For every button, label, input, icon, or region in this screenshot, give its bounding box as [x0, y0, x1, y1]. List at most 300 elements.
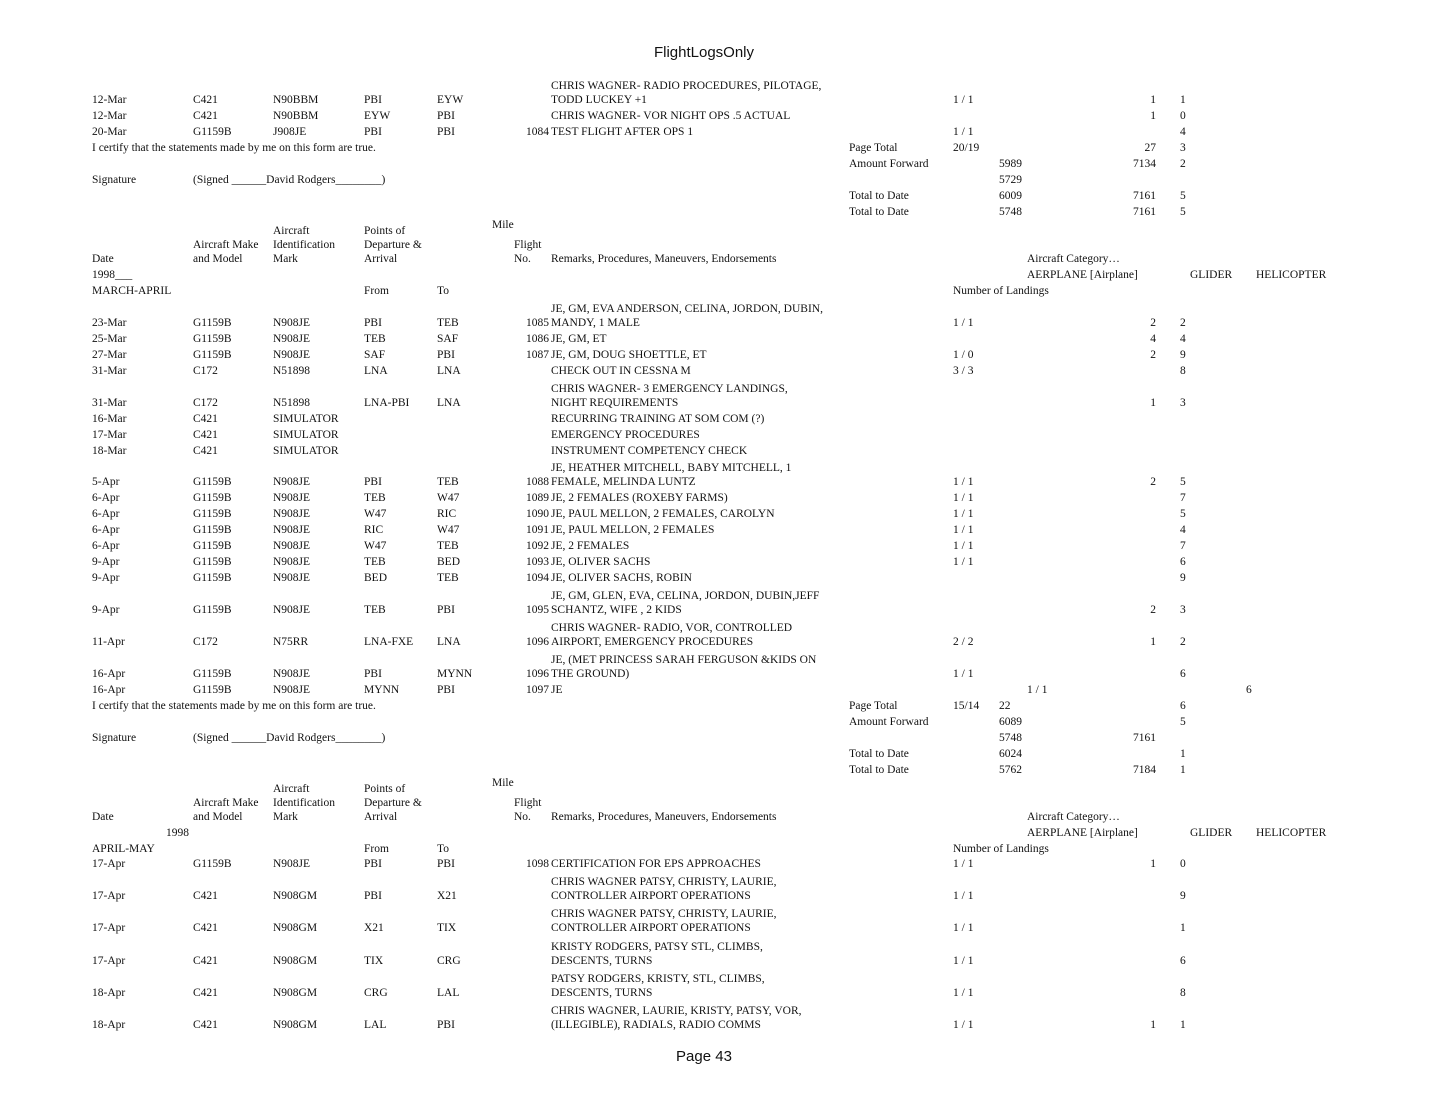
- row-date: 16-Mar: [92, 413, 127, 425]
- row-remarks: TEST FLIGHT AFTER OPS 1: [551, 126, 694, 138]
- row-remarks: JE, 2 FEMALES (ROXEBY FARMS): [551, 492, 728, 504]
- row-aircraft-model: C172: [193, 365, 218, 377]
- row-aircraft-ident: N908JE: [273, 668, 311, 680]
- row-aircraft-model: C421: [193, 987, 218, 999]
- column-header-category: Aircraft Category…: [1027, 253, 1120, 265]
- row-date: 17-Apr: [92, 922, 126, 934]
- row-remarks-line1: CHRIS WAGNER PATSY, CHRISTY, LAURIE,: [551, 876, 777, 888]
- totals-value-c: 5: [1180, 190, 1186, 202]
- row-from: PBI: [364, 476, 382, 488]
- row-aircraft-ident: SIMULATOR: [273, 429, 339, 441]
- row-count-b: 4: [1180, 524, 1186, 536]
- row-count-b: 1: [1180, 1019, 1186, 1031]
- row-remarks: CONTROLLER AIRPORT OPERATIONS: [551, 890, 751, 902]
- row-count-b: 5: [1180, 508, 1186, 520]
- row-landings: 1 / 1: [953, 317, 974, 329]
- column-header-remarks: Remarks, Procedures, Maneuvers, Endorsements: [551, 253, 777, 265]
- column-header-flight: Flight: [514, 239, 542, 251]
- row-flight-no: 1085: [526, 317, 549, 329]
- row-flight-no: 1091: [526, 524, 549, 536]
- row-remarks-line1: CHRIS WAGNER, LAURIE, KRISTY, PATSY, VOR,: [551, 1005, 802, 1017]
- row-count-a: 1: [1150, 1019, 1156, 1031]
- row-date: 27-Mar: [92, 349, 127, 361]
- column-header-departure: Departure &: [364, 239, 422, 251]
- column-header-make: Aircraft Make: [193, 797, 259, 809]
- row-remarks: (ILLEGIBLE), RADIALS, RADIO COMMS: [551, 1019, 761, 1031]
- row-aircraft-model: C421: [193, 445, 218, 457]
- row-aircraft-ident: N90BBM: [273, 94, 319, 106]
- row-from: BED: [364, 572, 387, 584]
- row-to: PBI: [437, 684, 455, 696]
- row-count-a: 4: [1150, 333, 1156, 345]
- row-aircraft-ident: N908JE: [273, 317, 311, 329]
- row-to: LNA: [437, 365, 461, 377]
- row-aircraft-model: G1159B: [193, 317, 232, 329]
- column-header-identification: Identification: [273, 239, 335, 251]
- row-count-a: 2: [1150, 317, 1156, 329]
- column-header-model: and Model: [193, 253, 243, 265]
- totals-value-a: 6089: [999, 716, 1022, 728]
- row-remarks-line1: CHRIS WAGNER- 3 EMERGENCY LANDINGS,: [551, 383, 788, 395]
- row-date: 6-Apr: [92, 492, 120, 504]
- row-aircraft-model: G1159B: [193, 540, 232, 552]
- row-remarks: TODD LUCKEY +1: [551, 94, 647, 106]
- row-flight-no: 1089: [526, 492, 549, 504]
- row-count-b: 5: [1180, 476, 1186, 488]
- row-aircraft-ident: N51898: [273, 397, 311, 409]
- row-from: EYW: [364, 110, 391, 122]
- row-aircraft-model: G1159B: [193, 604, 232, 616]
- row-landings: 1 / 1: [953, 524, 974, 536]
- row-from: W47: [364, 508, 387, 520]
- row-landings: 3 / 3: [953, 365, 974, 377]
- row-count-b: 2: [1180, 636, 1186, 648]
- row-count-b: 0: [1180, 858, 1186, 870]
- row-date: 23-Mar: [92, 317, 127, 329]
- row-from: PBI: [364, 317, 382, 329]
- row-count-b: 9: [1180, 349, 1186, 361]
- row-date: 18-Apr: [92, 987, 126, 999]
- row-from: PBI: [364, 858, 382, 870]
- row-date: 16-Apr: [92, 684, 126, 696]
- row-aircraft-ident: N908GM: [273, 955, 318, 967]
- row-remarks-line1: CHRIS WAGNER- RADIO, VOR, CONTROLLED: [551, 622, 793, 634]
- row-to: TEB: [437, 476, 459, 488]
- row-remarks: JE, OLIVER SACHS: [551, 556, 651, 568]
- row-date: 12-Mar: [92, 94, 127, 106]
- row-count-a: 2: [1150, 349, 1156, 361]
- row-from: RIC: [364, 524, 384, 536]
- row-remarks: CERTIFICATION FOR EPS APPROACHES: [551, 858, 761, 870]
- row-to: PBI: [437, 1019, 455, 1031]
- row-aircraft-model: G1159B: [193, 556, 232, 568]
- column-header-model: and Model: [193, 811, 243, 823]
- row-aircraft-ident: SIMULATOR: [273, 445, 339, 457]
- row-remarks: DESCENTS, TURNS: [551, 987, 653, 999]
- row-aircraft-ident: N90BBM: [273, 110, 319, 122]
- row-date: 12-Mar: [92, 110, 127, 122]
- totals-label: Total to Date: [849, 748, 909, 760]
- row-remarks: MANDY, 1 MALE: [551, 317, 640, 329]
- signature-label: Signature: [92, 732, 137, 744]
- column-header-flight-no: No.: [514, 811, 531, 823]
- row-landings: 1 / 1: [953, 890, 974, 902]
- row-aircraft-ident: N908JE: [273, 556, 311, 568]
- row-count-a: 2: [1150, 604, 1156, 616]
- row-to: X21: [437, 890, 457, 902]
- column-header-points: Points of: [364, 225, 406, 237]
- totals-label: Total to Date: [849, 764, 909, 776]
- row-from: TEB: [364, 604, 386, 616]
- row-aircraft-model: C421: [193, 429, 218, 441]
- row-count-b: 4: [1180, 126, 1186, 138]
- row-date: 17-Apr: [92, 858, 126, 870]
- row-to: TEB: [437, 317, 459, 329]
- row-flight-no: 1090: [526, 508, 549, 520]
- row-count-b: 6: [1180, 556, 1186, 568]
- row-date: 17-Mar: [92, 429, 127, 441]
- row-flight-no: 1084: [526, 126, 549, 138]
- totals-value-c: 6: [1180, 700, 1186, 712]
- row-landings: 1 / 1: [953, 540, 974, 552]
- row-landings: 1 / 1: [1027, 684, 1048, 696]
- row-landings: 1 / 1: [953, 492, 974, 504]
- row-from: TEB: [364, 492, 386, 504]
- row-remarks-line1: CHRIS WAGNER PATSY, CHRISTY, LAURIE,: [551, 908, 777, 920]
- row-flight-no: 1094: [526, 572, 549, 584]
- row-flight-no: 1098: [526, 858, 549, 870]
- row-to: TEB: [437, 572, 459, 584]
- certify-statement: I certify that the statements made by me on this form are true.: [92, 700, 376, 712]
- row-count-b: 9: [1180, 572, 1186, 584]
- row-date: 6-Apr: [92, 540, 120, 552]
- row-date: 17-Apr: [92, 955, 126, 967]
- row-flight-no: 1095: [526, 604, 549, 616]
- column-header-aerplane: AERPLANE [Airplane]: [1027, 269, 1138, 281]
- column-header-remarks: Remarks, Procedures, Maneuvers, Endorsements: [551, 811, 777, 823]
- row-date: 25-Mar: [92, 333, 127, 345]
- row-aircraft-ident: N908GM: [273, 890, 318, 902]
- row-flight-no: 1087: [526, 349, 549, 361]
- row-landings: 1 / 1: [953, 668, 974, 680]
- row-to: PBI: [437, 604, 455, 616]
- row-to: PBI: [437, 349, 455, 361]
- row-landings: 1 / 1: [953, 987, 974, 999]
- row-aircraft-model: C421: [193, 922, 218, 934]
- totals-label: Amount Forward: [849, 158, 929, 170]
- page-number: Page 43: [676, 1048, 732, 1065]
- row-from: PBI: [364, 668, 382, 680]
- totals-value-b: 27: [1144, 142, 1156, 154]
- page-title: FlightLogsOnly: [653, 44, 755, 61]
- row-landings: 1 / 1: [953, 508, 974, 520]
- column-header-arrival: Arrival: [364, 811, 398, 823]
- row-aircraft-model: G1159B: [193, 492, 232, 504]
- row-aircraft-model: C172: [193, 636, 218, 648]
- row-aircraft-ident: N908JE: [273, 684, 311, 696]
- row-aircraft-model: C421: [193, 890, 218, 902]
- row-remarks-line1: JE, GM, GLEN, EVA, CELINA, JORDON, DUBIN,JEFF: [551, 590, 820, 602]
- row-count-b: 6: [1180, 955, 1186, 967]
- row-remarks: CHECK OUT IN CESSNA M: [551, 365, 691, 377]
- column-header-aerplane: AERPLANE [Airplane]: [1027, 827, 1138, 839]
- row-aircraft-ident: N908JE: [273, 349, 311, 361]
- row-date: 9-Apr: [92, 556, 120, 568]
- row-aircraft-model: C421: [193, 110, 218, 122]
- column-header-from: From: [364, 285, 389, 297]
- row-to: TEB: [437, 540, 459, 552]
- row-count-b: 6: [1180, 668, 1186, 680]
- row-landings: 1 / 1: [953, 922, 974, 934]
- row-from: MYNN: [364, 684, 400, 696]
- column-header-helicopter: HELICOPTER: [1256, 827, 1327, 839]
- row-remarks: JE, GM, ET: [551, 333, 607, 345]
- row-count-b: 1: [1180, 94, 1186, 106]
- row-from: SAF: [364, 349, 386, 361]
- row-aircraft-ident: N908JE: [273, 333, 311, 345]
- period-year: 1998___: [92, 269, 133, 281]
- totals-landings: 15/14: [953, 700, 980, 712]
- row-aircraft-ident: N908JE: [273, 858, 311, 870]
- totals-value-b: 7161: [1133, 206, 1156, 218]
- row-aircraft-ident: N908JE: [273, 572, 311, 584]
- row-aircraft-model: G1159B: [193, 126, 232, 138]
- row-remarks: RECURRING TRAINING AT SOM COM (?): [551, 413, 765, 425]
- column-header-departure: Departure &: [364, 797, 422, 809]
- column-header-to: To: [437, 843, 449, 855]
- row-aircraft-ident: N51898: [273, 365, 311, 377]
- row-landings: 1 / 1: [953, 94, 974, 106]
- totals-value-a: 5762: [999, 764, 1022, 776]
- row-landings: 1 / 1: [953, 955, 974, 967]
- certify-statement: I certify that the statements made by me on this form are true.: [92, 142, 376, 154]
- row-from: TIX: [364, 955, 384, 967]
- totals-value-c: 1: [1180, 764, 1186, 776]
- column-header-category: Aircraft Category…: [1027, 811, 1120, 823]
- row-aircraft-ident: N908JE: [273, 604, 311, 616]
- column-header-make: Aircraft Make: [193, 239, 259, 251]
- row-to: SAF: [437, 333, 459, 345]
- row-flight-no: 1097: [526, 684, 549, 696]
- row-from: PBI: [364, 94, 382, 106]
- row-aircraft-ident: N908JE: [273, 524, 311, 536]
- column-header-mark: Mark: [273, 811, 298, 823]
- row-date: 11-Apr: [92, 636, 125, 648]
- row-remarks-line1: JE, GM, EVA ANDERSON, CELINA, JORDON, DUBIN,: [551, 303, 823, 315]
- row-aircraft-ident: SIMULATOR: [273, 413, 339, 425]
- row-date: 16-Apr: [92, 668, 126, 680]
- row-count-b: 3: [1180, 604, 1186, 616]
- row-aircraft-model: C421: [193, 94, 218, 106]
- totals-value-a: 5748: [999, 206, 1022, 218]
- row-from: TEB: [364, 333, 386, 345]
- column-header-flight: Flight: [514, 797, 542, 809]
- totals-value-b: 7184: [1133, 764, 1156, 776]
- row-count-b: 7: [1180, 540, 1186, 552]
- row-date: 5-Apr: [92, 476, 120, 488]
- row-landings: 1 / 1: [953, 556, 974, 568]
- totals-value-c: 2: [1180, 158, 1186, 170]
- row-date: 31-Mar: [92, 397, 127, 409]
- row-remarks: JE: [551, 684, 563, 696]
- row-aircraft-ident: N908GM: [273, 987, 318, 999]
- row-remarks: CHRIS WAGNER- VOR NIGHT OPS .5 ACTUAL: [551, 110, 791, 122]
- row-to: BED: [437, 556, 460, 568]
- row-from: CRG: [364, 987, 388, 999]
- row-landings: 1 / 0: [953, 349, 974, 361]
- row-to: PBI: [437, 858, 455, 870]
- totals-value-c: 1: [1180, 748, 1186, 760]
- row-to: W47: [437, 524, 460, 536]
- row-flight-no: 1096: [526, 636, 549, 648]
- period-year: 1998: [166, 827, 189, 839]
- row-date: 9-Apr: [92, 604, 120, 616]
- row-date: 18-Apr: [92, 1019, 126, 1031]
- totals-value-b: 7161: [1133, 190, 1156, 202]
- row-date: 31-Mar: [92, 365, 127, 377]
- totals-value-a: 5989: [999, 158, 1022, 170]
- row-from: X21: [364, 922, 384, 934]
- row-to: MYNN: [437, 668, 473, 680]
- totals-label: Total to Date: [849, 206, 909, 218]
- column-header-mile: Mile: [492, 219, 514, 231]
- row-remarks: THE GROUND): [551, 668, 630, 680]
- row-aircraft-ident: N75RR: [273, 636, 309, 648]
- row-from: W47: [364, 540, 387, 552]
- row-aircraft-model: G1159B: [193, 476, 232, 488]
- row-remarks-line1: CHRIS WAGNER- RADIO PROCEDURES, PILOTAGE,: [551, 80, 822, 92]
- row-flight-no: 1096: [526, 668, 549, 680]
- totals-value-c: 5: [1180, 206, 1186, 218]
- totals-value-a: 6024: [999, 748, 1022, 760]
- row-from: LNA-PBI: [364, 397, 410, 409]
- row-aircraft-model: G1159B: [193, 858, 232, 870]
- totals-label: Page Total: [849, 700, 898, 712]
- row-remarks: JE, 2 FEMALES: [551, 540, 630, 552]
- row-flight-no: 1086: [526, 333, 549, 345]
- row-remarks: INSTRUMENT COMPETENCY CHECK: [551, 445, 748, 457]
- column-header-aircraft: Aircraft: [273, 225, 310, 237]
- row-landings: 1 / 1: [953, 1019, 974, 1031]
- row-remarks: JE, OLIVER SACHS, ROBIN: [551, 572, 692, 584]
- row-from: LNA-FXE: [364, 636, 414, 648]
- signature-value: (Signed ______David Rodgers________): [193, 174, 386, 186]
- row-date: 6-Apr: [92, 524, 120, 536]
- row-remarks: EMERGENCY PROCEDURES: [551, 429, 700, 441]
- row-remarks: JE, GM, DOUG SHOETTLE, ET: [551, 349, 707, 361]
- totals-value-a: 6009: [999, 190, 1022, 202]
- row-from: TEB: [364, 556, 386, 568]
- totals-value-c: 5: [1180, 716, 1186, 728]
- row-count-b: 9: [1180, 890, 1186, 902]
- totals-value-a: 22: [999, 700, 1011, 712]
- row-count-b: 6: [1246, 684, 1252, 696]
- row-date: 17-Apr: [92, 890, 126, 902]
- row-date: 20-Mar: [92, 126, 127, 138]
- row-remarks: NIGHT REQUIREMENTS: [551, 397, 679, 409]
- row-count-b: 8: [1180, 365, 1186, 377]
- row-count-b: 4: [1180, 333, 1186, 345]
- row-count-a: 2: [1150, 476, 1156, 488]
- column-header-helicopter: HELICOPTER: [1256, 269, 1327, 281]
- row-from: PBI: [364, 890, 382, 902]
- row-landings: 1 / 1: [953, 476, 974, 488]
- row-aircraft-ident: J908JE: [273, 126, 307, 138]
- column-header-aircraft: Aircraft: [273, 783, 310, 795]
- column-header-date: Date: [92, 811, 114, 823]
- row-count-b: 1: [1180, 922, 1186, 934]
- row-date: 6-Apr: [92, 508, 120, 520]
- row-aircraft-model: G1159B: [193, 349, 232, 361]
- column-header-from: From: [364, 843, 389, 855]
- row-aircraft-model: G1159B: [193, 333, 232, 345]
- totals-landings: 20/19: [953, 142, 980, 154]
- row-remarks: JE, PAUL MELLON, 2 FEMALES, CAROLYN: [551, 508, 775, 520]
- column-header-landings: Number of Landings: [953, 843, 1049, 855]
- totals-label: Page Total: [849, 142, 898, 154]
- column-header-mark: Mark: [273, 253, 298, 265]
- column-header-landings: Number of Landings: [953, 285, 1049, 297]
- column-header-mile: Mile: [492, 777, 514, 789]
- row-count-b: 2: [1180, 317, 1186, 329]
- row-aircraft-ident: N908GM: [273, 922, 318, 934]
- row-remarks-line1: JE, HEATHER MITCHELL, BABY MITCHELL, 1: [551, 462, 792, 474]
- row-from: PBI: [364, 126, 382, 138]
- row-remarks: JE, PAUL MELLON, 2 FEMALES: [551, 524, 715, 536]
- row-aircraft-ident: N908JE: [273, 476, 311, 488]
- row-landings: 2 / 2: [953, 636, 974, 648]
- column-header-to: To: [437, 285, 449, 297]
- row-to: LAL: [437, 987, 460, 999]
- row-to: TIX: [437, 922, 457, 934]
- row-date: 18-Mar: [92, 445, 127, 457]
- row-count-b: 0: [1180, 110, 1186, 122]
- row-remarks-line1: PATSY RODGERS, KRISTY, STL, CLIMBS,: [551, 973, 765, 985]
- row-remarks-line1: KRISTY RODGERS, PATSY STL, CLIMBS,: [551, 941, 763, 953]
- row-to: PBI: [437, 126, 455, 138]
- totals-value-b: 7134: [1133, 158, 1156, 170]
- totals-value-a: 5729: [999, 174, 1022, 186]
- row-count-a: 1: [1150, 858, 1156, 870]
- row-flight-no: 1093: [526, 556, 549, 568]
- totals-value-c: 3: [1180, 142, 1186, 154]
- row-date: 9-Apr: [92, 572, 120, 584]
- row-to: LNA: [437, 636, 461, 648]
- row-remarks: DESCENTS, TURNS: [551, 955, 653, 967]
- row-flight-no: 1088: [526, 476, 549, 488]
- column-header-points: Points of: [364, 783, 406, 795]
- totals-value-a: 5748: [999, 732, 1022, 744]
- row-count-a: 1: [1150, 397, 1156, 409]
- row-remarks: AIRPORT, EMERGENCY PROCEDURES: [551, 636, 754, 648]
- row-aircraft-model: C421: [193, 1019, 218, 1031]
- signature-value: (Signed ______David Rodgers________): [193, 732, 386, 744]
- row-from: LAL: [364, 1019, 387, 1031]
- column-header-arrival: Arrival: [364, 253, 398, 265]
- row-to: CRG: [437, 955, 461, 967]
- row-count-a: 1: [1150, 636, 1156, 648]
- row-aircraft-model: G1159B: [193, 572, 232, 584]
- column-header-identification: Identification: [273, 797, 335, 809]
- row-aircraft-model: C172: [193, 397, 218, 409]
- row-aircraft-model: G1159B: [193, 524, 232, 536]
- period-range: APRIL-MAY: [92, 843, 155, 855]
- column-header-date: Date: [92, 253, 114, 265]
- row-to: W47: [437, 492, 460, 504]
- row-landings: 1 / 1: [953, 858, 974, 870]
- row-aircraft-ident: N908JE: [273, 492, 311, 504]
- row-remarks: FEMALE, MELINDA LUNTZ: [551, 476, 696, 488]
